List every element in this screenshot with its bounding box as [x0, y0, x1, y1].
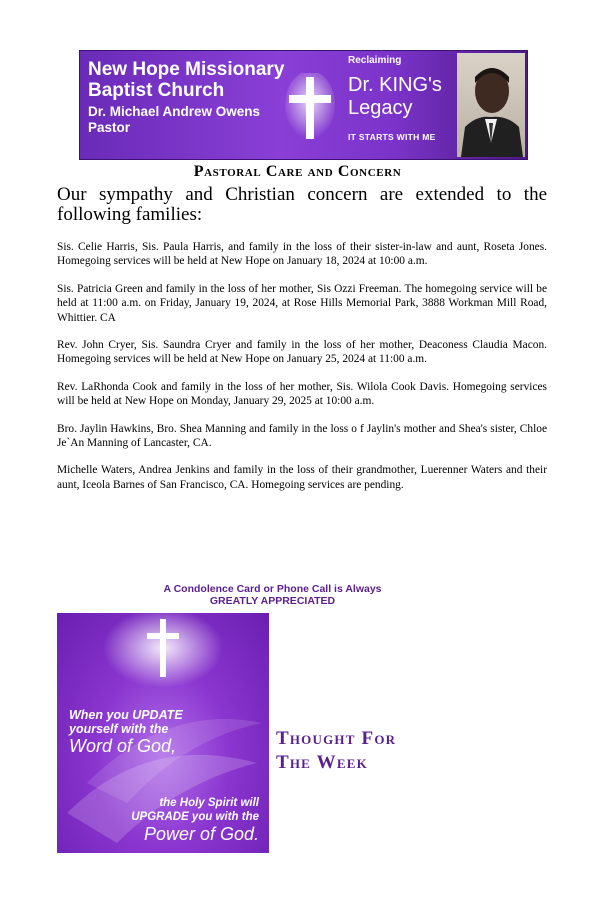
cross-icon — [143, 619, 183, 679]
inspirational-graphic — [57, 613, 269, 853]
section-title: Pastoral Care and Concern — [193, 163, 402, 180]
quote-line-2: yourself with the — [69, 722, 169, 736]
intro-text: Our sympathy and Christian concern are extended to the following families: — [57, 184, 547, 225]
notice-item: Rev. LaRhonda Cook and family in the loss of her mother, Sis. Wilola Cook Davis. Homegoing services will be held at New Hope on Monday, January 29, 2025 at 10:00 a.m. — [57, 380, 547, 408]
tagline: IT STARTS WITH ME — [348, 132, 436, 142]
reclaiming-label: Reclaiming — [348, 55, 402, 66]
church-info — [88, 59, 298, 136]
notice-item: Bro. Jaylin Hawkins, Bro. Shea Manning and family in the loss o f Jaylin's mother and Shea's sister, Chloe Je`An Manning of Lancaster, CA. — [57, 422, 547, 450]
thought-line-2: The Week — [276, 752, 368, 773]
notice-item: Michelle Waters, Andrea Jenkins and family in the loss of their grandmother, Luerenner Waters and their aunt, Iceola Barnes of San Francisco, CA. Homegoing services are pending. — [57, 464, 547, 491]
notice-item: Sis. Celie Harris, Sis. Paula Harris, and family in the loss of their sister-in-law and aunt, Roseta Jones. Homegoing services will be held at New Hope on January 18, 2024 at 10:00 a.m. — [57, 241, 547, 268]
quote-line-1: When you UPDATE — [69, 708, 183, 722]
portrait-image — [457, 53, 525, 157]
thought-line-1: Thought For — [276, 728, 397, 749]
quote-line-6: Power of God. — [143, 824, 259, 844]
quote-line-5: UPGRADE you with the — [131, 811, 259, 823]
pastor-title: Pastor — [88, 120, 131, 135]
quote-line-3: Word of God, — [69, 736, 177, 756]
condolence-note — [0, 583, 545, 607]
notice-item: Rev. John Cryer, Sis. Saundra Cryer and family in the loss of her mother, Deaconess Claudia Macon. Homegoing services will be held at New Hope on January 25, 2024 at 11:00 a.m. — [57, 339, 547, 366]
cross-icon — [285, 73, 335, 143]
legacy-heading: Dr. KING's Legacy — [348, 74, 442, 119]
quote-part-1 — [69, 708, 219, 756]
notice-item: Sis. Patricia Green and family in the loss of her mother, Sis Ozzi Freeman. The homegoing service will be held at 11:00 a.m. on Friday, January 19, 2024, at Rose Hills Memorial Park, 3888 Workman Mill Road, Whittier. CA — [57, 282, 547, 324]
church-name: New Hope Missionary Baptist Church — [88, 59, 285, 101]
legacy-block — [348, 55, 453, 142]
condolence-line-2: GREATLY APPRECIATED — [209, 595, 336, 607]
pastor-name: Dr. Michael Andrew Owens — [88, 104, 261, 119]
notice-list — [57, 240, 547, 505]
church-banner — [79, 50, 528, 160]
quote-line-4: the Holy Spirit will — [159, 797, 259, 809]
thought-heading — [276, 727, 476, 775]
quote-part-2 — [109, 796, 259, 844]
condolence-line-1: A Condolence Card or Phone Call is Always — [163, 583, 382, 595]
